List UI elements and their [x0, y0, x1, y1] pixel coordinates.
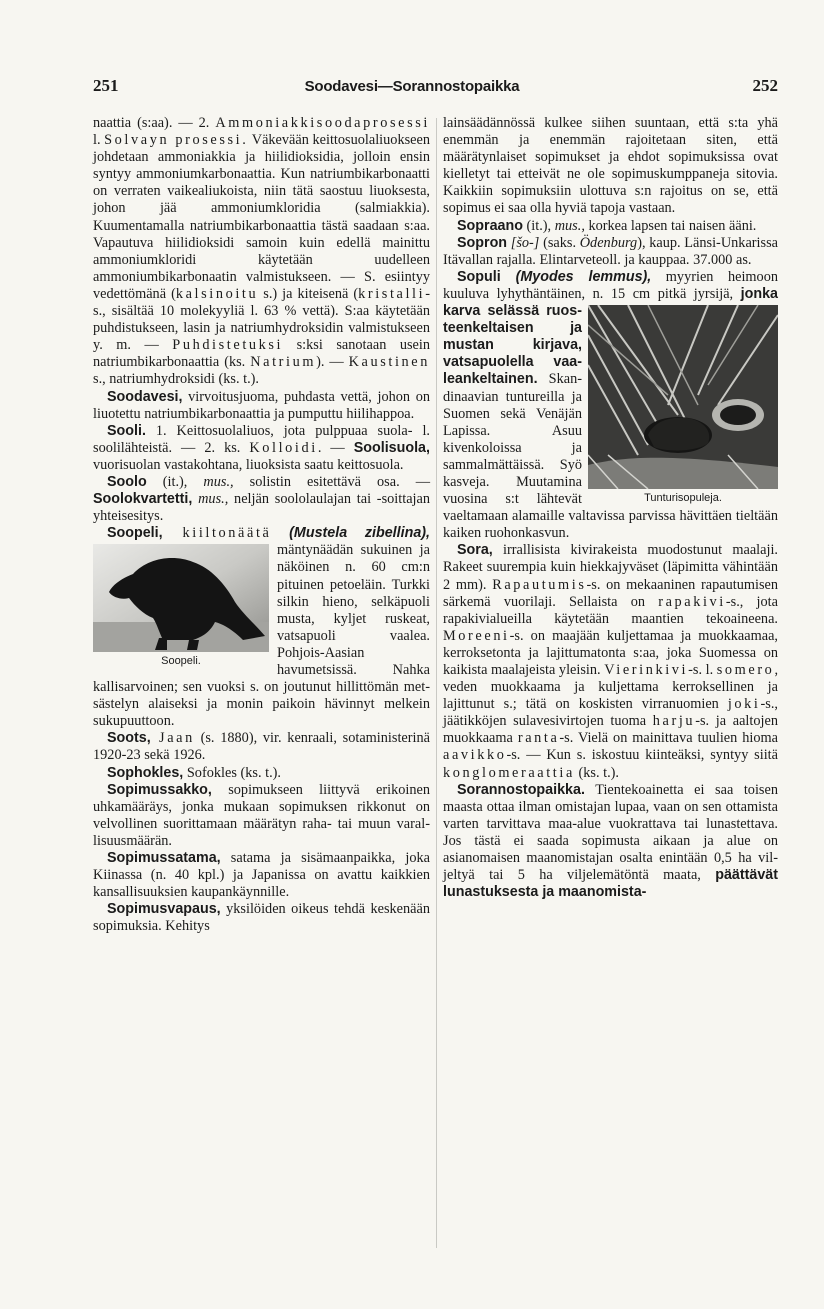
entry-sopimusvapaus: Sopimusvapaus, yksilöiden oikeus tehdä keskenään sopimuksia. Kehitys — [93, 901, 430, 935]
headword-sopuli: Sopuli — [457, 268, 501, 285]
headword-sopron: Sopron — [457, 234, 508, 251]
running-head: Soodavesi—Sorannostopaikka — [304, 78, 520, 95]
headword-sorannostopaikka: Sorannostopaikka. — [457, 781, 585, 798]
entry-sopimussakko: Sopimussakko, sopimukseen liittyvä erikoinen uhkamääräys, jonka mukaan sopimuksen rikkonut on velvollinen suorittamaan määrätyn raha- tai muun varallisuusmäärän. — [93, 781, 430, 849]
sopuli-caption: Tunturisopuleja. — [644, 492, 722, 505]
headword-soolo: Soolo — [107, 473, 147, 490]
headword-sopimusvapaus: Sopimusvapaus, — [107, 901, 221, 918]
headword-soolokvartetti: Soolokvartetti, — [93, 491, 193, 508]
entry-sopraano: Sopraano (it.), mus., korkea lapsen tai naisen ääni. — [457, 217, 757, 234]
headword-soots: Soots, — [107, 730, 151, 747]
headword-soolisuola: Soolisuola, — [353, 439, 430, 456]
headword-sophokles: Sophokles, — [107, 764, 184, 781]
entry-sopimussatama: Sopimussatama, satama ja sisämaanpaikka, joka Kiinassa (n. 40 kpl.) ja Japanissa on avattu kaikkien kansallisuuksien kaupankäynnille. — [93, 850, 430, 901]
sable-illustration — [93, 544, 269, 652]
entry-sopuli: Sopuli (Myodes lemmus), myyrien heimoon kuuluva lyhythäntäinen, n. 15 cm pitkä jyrsijä, Tunturisopuleja. jonka karva selässä ruosteenkeltaisen ja mustan kirjava, vatsapuolella vaaleankeltainen. Skandinaavian tuntureilla ja Suomen sekä Venäjän Lapissa. Asuu kivenkoloissa ja sammalmättäissä. Syö kasveja. Muutamina vuosina s:t lähtevät vaeltamaan alamaille valtavissa parvissa hävittäen tieltään kaiken ruohonkasvun. — [443, 268, 778, 542]
headword-sopimussatama: Sopimussatama, — [107, 850, 221, 867]
headword-soodavesi: Soodavesi, — [107, 388, 183, 405]
entry-sopimusvapaus-continued: lainsäädännössä kulkee siihen suuntaan, että s:ta yhä enemmän ja enemmän rajoitetaan siten, että määrätynlaiset sopimukset ja ehdot sopimuksissa ovat kielletyt tai etteivät ne ole sopimuskumppaneja sitovia. Kaikkiin sopimuksiin ulottuva s:n rajoitus on se, että sopimus ei saa olla hyviä tapoja vastaan. — [443, 115, 778, 217]
entry-soots: Soots, Jaan (s. 1880), vir. kenraali, sotaministerinä 1920-23 sekä 1926. — [93, 730, 430, 764]
soopeli-caption: Soopeli. — [161, 655, 201, 668]
entry-soodavesi: Soodavesi, virvoitusjuoma, puhdasta vettä, johon on liuotettu natriumbikarbonaattia ja pumputtu hiilihappoa. — [93, 388, 430, 422]
headword-sopimussakko: Sopimussakko, — [107, 781, 212, 798]
right-column — [443, 115, 778, 901]
sopuli-figure — [588, 305, 778, 507]
headword-sopraano: Sopraano — [457, 217, 523, 234]
entry-soopeli: Soopeli, kiiltonäätä (Mustela zibellina), Soopeli. mäntynäädän sukuinen ja näköinen n. 60 cm:n pituinen petoeläin. Turkki silkin hieno, selkäpuoli musta, kyljet ruskeat, vatsapuoli vaalea. Pohjois-Aasian havumetsissä. Nahka kallisarvoinen; sen vuoksi s. on joutunut hillittömän metsästelyn alaiseksi ja monin paikoin hävinnyt melkein sukupuuttoon. — [93, 525, 431, 730]
headword-sora: Sora, — [457, 542, 493, 559]
page-number-left: 251 — [93, 76, 119, 95]
column-divider — [436, 118, 437, 1248]
soopeli-figure — [93, 544, 269, 670]
entry-sora: Sora, irrallisista kivirakeista muodostunut maalaji. Rakeet suurempia kuin hiekkajyväset (läpimitta vähintään 2 mm). Rapautumis-s. on mekaaninen rapautumisen särkemä vuorilaji. Sellaista on rapakivi-s., jota rapakivialueilla käytetään maantien tekoaineena. Moreeni-s. on maajään kuljettamaa ja muokkaamaa, kerroksetonta ja lajittumatonta s:aa, joka Suomessa on kaikista maalajeista yleisin. Vierinkivi-s. l. somero, veden muokkaama ja kuljettama kerroksellinen ja lajittunut s.; tätä on koskisten virranuomien joki-s., jäätikköjen sulavesivirtojen tuoma harju-s. ja aaltojen muokkaama ranta-s. Vielä on mainittava tuulien hioma aavikko-s. — Kun s. iskostuu kiinteäksi, syntyy siitä konglomeraattia (ks. t.). — [443, 542, 779, 781]
entry-sooli: Sooli. 1. Keittosuolaliuos, jota pulppuaa suola- l. soolilähteistä. — 2. ks. Kolloidi. — Soolisuola, vuorisuolan vastakohtana, liuoksista saatu keittosuola. — [93, 422, 430, 473]
page-number-right: 252 — [752, 76, 778, 95]
entry-soolo: Soolo (it.), mus., solistin esitettävä osa. — Soolokvartetti, mus., neljän soololaulajan tai -soittajan yhteisesitys. — [93, 473, 431, 525]
entry-sopron: Sopron [šo-] (saks. Ödenburg), kaup. Länsi-Unkarissa Itävallan rajalla. Elintarveteoll. ja kauppaa. 37.000 as. — [443, 234, 778, 268]
entry-sophokles: Sophokles, Sofokles (ks. t.). — [107, 764, 281, 781]
entry-sorannostopaikka: Sorannostopaikka. Tientekoainetta ei saa toisen maasta ottaa ilman omistajan lupaa, vaan on sen ottamista varten tarvittava maa-alue vuokrattava tai lunastettava. Jos tästä ei saada sopimusta aikaan ja alue on asianomaisen maanomistajan osalta enintään 0,5 ha viljeltyä tai 5 ha viljelemätöntä maata, päättävät lunastuksesta ja maanomista- — [443, 781, 778, 901]
headword-soopeli: Soopeli, — [107, 525, 163, 542]
entry-sooda-continued: naattia (s:aa). — 2. Ammoniakkisoodaprosessi l. Solvayn prosessi. Väkevään keittosuolaliuokseen johdetaan ammoniakkia ja hiilidioksidia, jolloin ensin syntyy ammoniumkarbonaattia. Kun natriumbikarbonaatti on verraten vaikealiukoista, niin tätä saostuu liuoksesta, johon jää ammoniumkloridia (salmiakkia). Kuumentamalla natriumbikarbonaattia tästä saadaan s:aa. Vapautuva hiilidioksidi samoin kuin edellä mainittu ammoniumkloridi käytetään uudelleen ammoniumbikarbonaatin valmistukseen. — S. esiintyy vedettömänä (kalsinoitu s.) ja kiteisenä (kristalli-s., sisältää 10 molekyyliä l. 63 % vettä). S:aa käytetään puhdistukseen, lasin ja natriumhydroksidin valmistukseen y. m. — Puhdistetuksi s:ksi sanotaan usein natriumbikarbonaattia (ks. Natrium). — Kaustinen s., natriumhydroksidi (ks. t.). — [93, 115, 431, 388]
lemming-illustration — [588, 305, 778, 489]
headword-sooli: Sooli. — [107, 422, 146, 439]
left-column — [93, 115, 430, 936]
